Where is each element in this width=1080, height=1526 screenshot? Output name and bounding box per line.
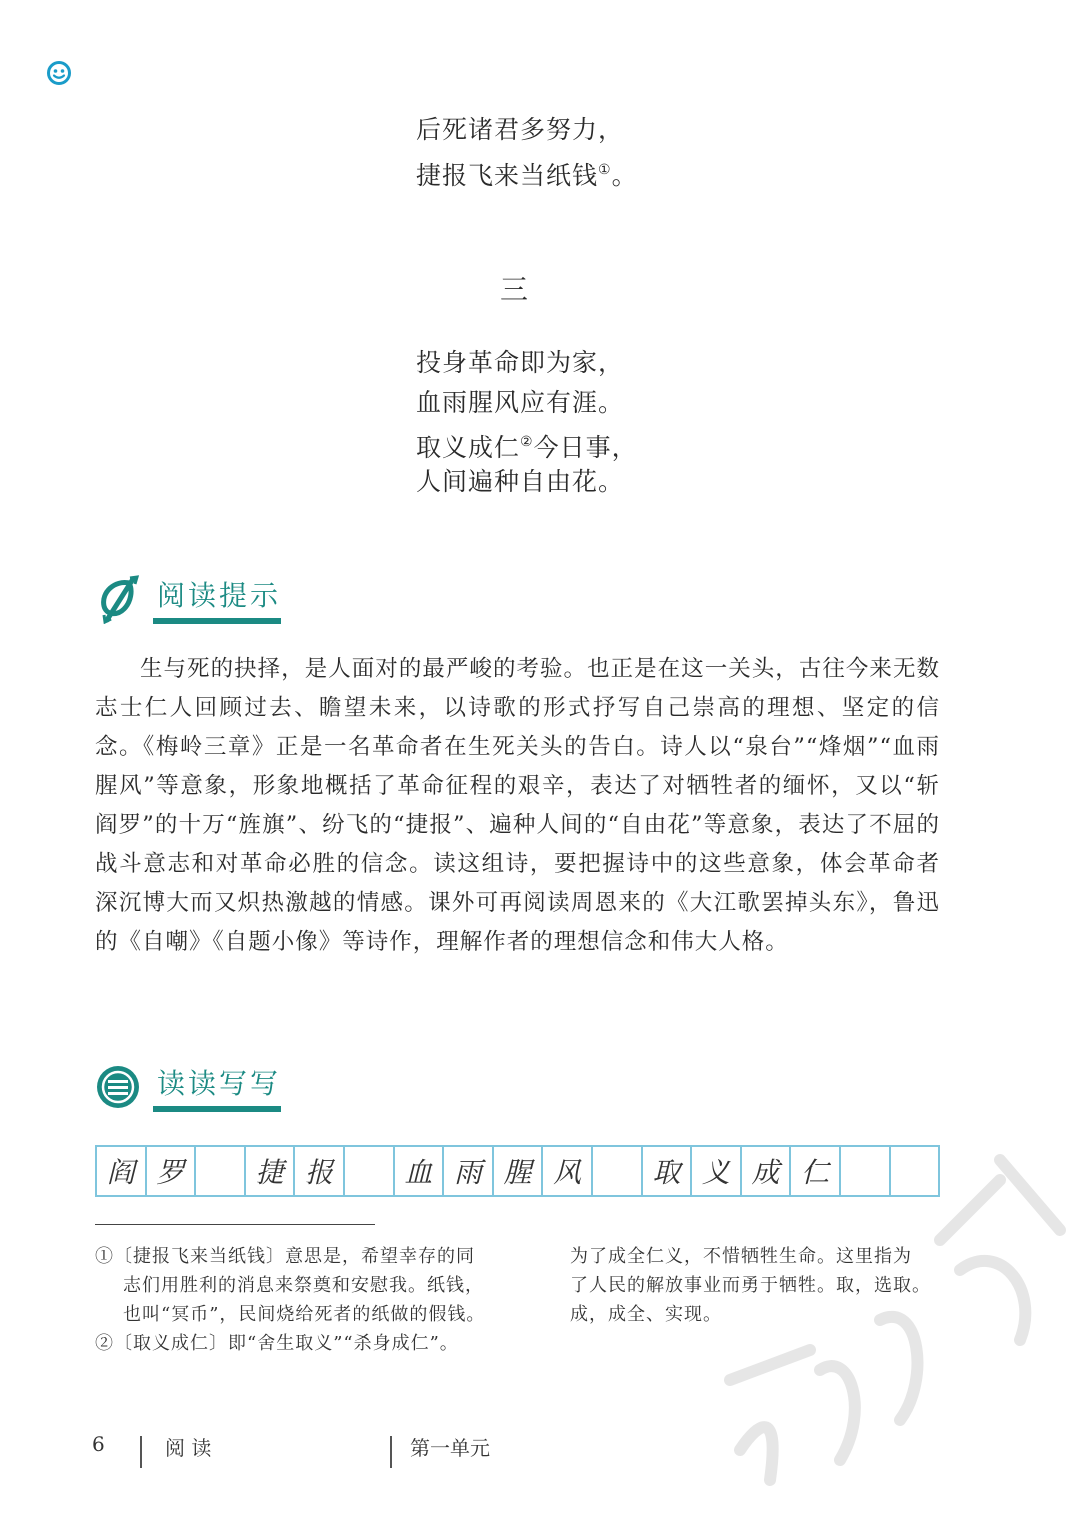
- grid-cell: 报: [295, 1147, 345, 1195]
- footnote-line: ②〔取义成仁〕即“舍生取义”“杀身成仁”。: [95, 1333, 459, 1354]
- grid-cell: 风: [543, 1147, 593, 1195]
- poem-line: 人间遍种自由花。: [416, 467, 625, 496]
- grid-cell: 血: [395, 1147, 445, 1195]
- grid-cell: 取: [643, 1147, 693, 1195]
- grid-cell: [593, 1147, 643, 1195]
- grid-cell: 罗: [147, 1147, 197, 1195]
- footnote-line: 成，成全、实现。: [570, 1304, 722, 1325]
- footnote-line: 志们用胜利的消息来祭奠和安慰我。纸钱，: [123, 1275, 484, 1296]
- section-title: 读读写写: [157, 1067, 282, 1100]
- reading-tips-heading: [95, 572, 395, 632]
- read-write-icon: [95, 1064, 141, 1110]
- poem-line: 后死诸君多努力，: [416, 115, 625, 144]
- footnote-divider: [95, 1224, 375, 1225]
- footer-section: 阅 读: [165, 1436, 212, 1460]
- footnote-line: 了人民的解放事业而勇于牺牲。取，选取。: [570, 1275, 931, 1296]
- poem-line: 血雨腥风应有涯。: [416, 388, 625, 417]
- grid-cell: 捷: [246, 1147, 296, 1195]
- footer-unit: 第一单元: [410, 1436, 490, 1460]
- grid-cell: [345, 1147, 395, 1195]
- section-title: 阅读提示: [157, 579, 282, 612]
- footnotes-left: [95, 1242, 525, 1358]
- smiley-icon: [46, 60, 72, 86]
- poem-line: 投身革命即为家，: [416, 348, 625, 377]
- watermark-graphic: [700, 1120, 1080, 1520]
- footnote-line: 也叫“冥币”，民间烧给死者的纸做的假钱。: [123, 1304, 486, 1325]
- footnote-marker[interactable]: ②: [520, 434, 534, 450]
- grid-cell: 成: [742, 1147, 792, 1195]
- reading-tips-icon: [95, 574, 145, 624]
- page-number: 6: [92, 1432, 105, 1456]
- reading-tips-paragraph: 生与死的抉择，是人面对的最严峻的考验。也正是在这一关头，古往今来无数志士仁人回顾过去、瞻望未来，以诗歌的形式抒写自己崇高的理想、坚定的信念。《梅岭三章》正是一名革命者在生死关头的告白。诗人以“泉台”“烽烟”“血雨腥风”等意象，形象地概括了革命征程的艰辛，表达了对牺牲者的缅怀，又以“斩阎罗”的十万“旌旗”、纷飞的“捷报”、遍种人间的“自由花”等意象，表达了不屈的战斗意志和对革命必胜的信念。读这组诗，要把握诗中的这些意象，体会革命者深沉博大而又炽热激越的情感。课外可再阅读周恩来的《大江歌罢掉头东》，鲁迅的《自嘲》《自题小像》等诗作，理解作者的理想信念和伟大人格。: [95, 656, 940, 955]
- read-write-heading: [95, 1060, 395, 1120]
- section-underline: [153, 1106, 281, 1112]
- section-underline: [153, 618, 281, 624]
- stanza-number: 三: [500, 273, 529, 306]
- footnote-line: ①〔捷报飞来当纸钱〕意思是，希望幸存的同: [95, 1246, 475, 1267]
- grid-cell: 阎: [97, 1147, 147, 1195]
- grid-cell: 仁: [791, 1147, 841, 1195]
- footnote-line: 为了成全仁义，不惜牺牲生命。这里指为: [570, 1246, 912, 1267]
- footer-divider: [140, 1436, 142, 1468]
- grid-cell: 雨: [444, 1147, 494, 1195]
- grid-cell: [196, 1147, 246, 1195]
- grid-cell: 腥: [494, 1147, 544, 1195]
- poem-line: 取义成仁②今日事，: [416, 433, 638, 462]
- footer-divider: [390, 1436, 392, 1468]
- footnote-marker[interactable]: ①: [598, 162, 612, 178]
- poem-line: 捷报飞来当纸钱①。: [416, 161, 638, 190]
- grid-cell: 义: [692, 1147, 742, 1195]
